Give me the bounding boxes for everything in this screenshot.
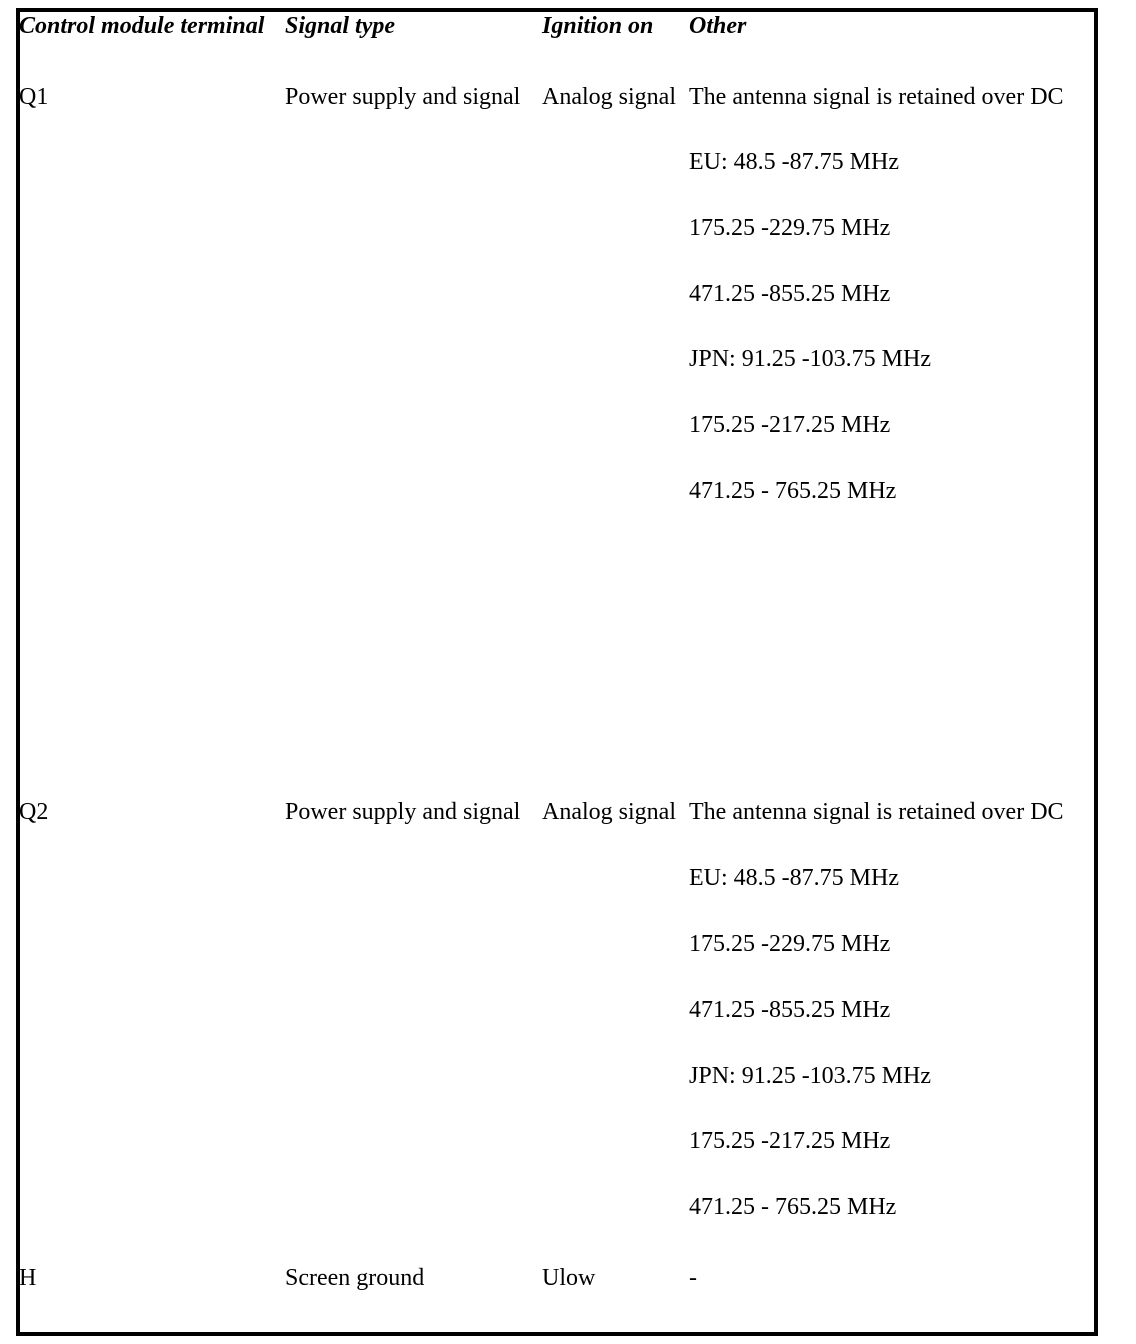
other-line: 175.25 -229.75 MHz <box>689 215 891 241</box>
other-line: The antenna signal is retained over DC <box>689 84 1064 110</box>
other-line: 471.25 -855.25 MHz <box>689 281 891 307</box>
header-signal-type: Signal type <box>285 13 396 39</box>
other-line: The antenna signal is retained over DC <box>689 799 1064 825</box>
terminal-cell: Q2 <box>19 799 49 825</box>
ignition-on-cell: Ulow <box>542 1265 596 1291</box>
other-line: 175.25 -229.75 MHz <box>689 931 891 957</box>
header-control-module-terminal: Control module terminal <box>19 13 265 39</box>
header-other: Other <box>689 13 747 39</box>
other-line: - <box>689 1265 697 1291</box>
other-line: 471.25 - 765.25 MHz <box>689 478 897 504</box>
other-line: 175.25 -217.25 MHz <box>689 412 891 438</box>
signal-type-cell: Screen ground <box>285 1265 425 1291</box>
signal-type-cell: Power supply and signal <box>285 84 521 110</box>
other-line: 175.25 -217.25 MHz <box>689 1128 891 1154</box>
other-line: 471.25 - 765.25 MHz <box>689 1194 897 1220</box>
other-line: 471.25 -855.25 MHz <box>689 997 891 1023</box>
other-line: JPN: 91.25 -103.75 MHz <box>689 1063 932 1089</box>
other-line: JPN: 91.25 -103.75 MHz <box>689 346 932 372</box>
header-ignition-on: Ignition on <box>542 13 654 39</box>
table-border <box>16 8 1098 1336</box>
signal-type-cell: Power supply and signal <box>285 799 521 825</box>
other-line: EU: 48.5 -87.75 MHz <box>689 149 899 175</box>
ignition-on-cell: Analog signal <box>542 84 676 110</box>
other-line: EU: 48.5 -87.75 MHz <box>689 865 899 891</box>
terminal-cell: Q1 <box>19 84 49 110</box>
ignition-on-cell: Analog signal <box>542 799 676 825</box>
terminal-cell: H <box>19 1265 37 1291</box>
